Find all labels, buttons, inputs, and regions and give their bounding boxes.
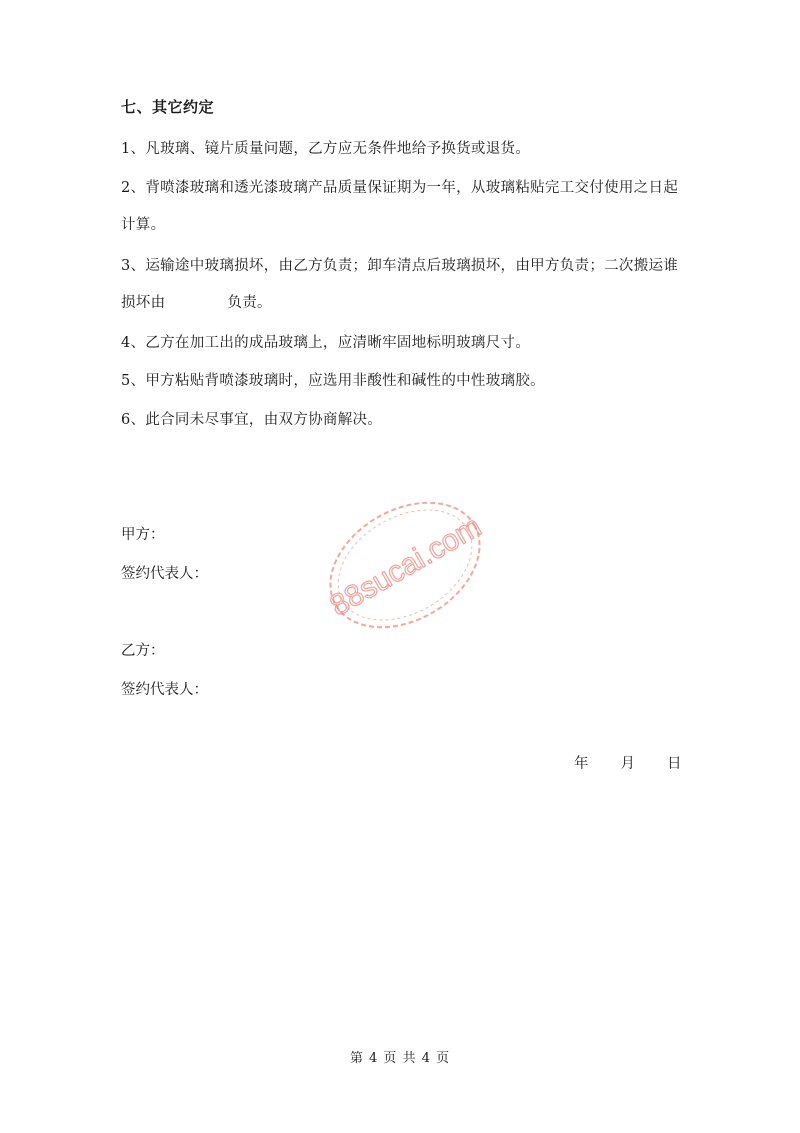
clause-6: 6、此合同未尽事宜，由双方协商解决。 xyxy=(121,412,383,428)
party-a-label: 甲方： xyxy=(121,527,165,543)
clause-2: 2、背喷漆玻璃和透光漆玻璃产品质量保证期为一年，从玻璃粘贴完工交付使用之日起 xyxy=(121,180,679,196)
watermark-text: 88sucai.com xyxy=(324,509,487,623)
clause-3-cont-after: 负责。 xyxy=(227,295,272,311)
clause-2-cont: 计算。 xyxy=(121,217,166,233)
blank-space xyxy=(165,306,227,307)
clause-1: 1、凡玻璃、镜片质量问题，乙方应无条件地给予换货或退货。 xyxy=(121,141,531,157)
party-b-representative: 签约代表人： xyxy=(121,682,208,698)
clause-3: 3、运输途中玻璃损坏，由乙方负责；卸车清点后玻璃损坏，由甲方负责；二次搬运谁 xyxy=(121,258,679,274)
clause-5: 5、甲方粘贴背喷漆玻璃时，应选用非酸性和碱性的中性玻璃胶。 xyxy=(121,373,545,389)
clause-3-cont xyxy=(121,291,272,312)
section-title: 七、其它约定 xyxy=(121,98,215,116)
date-year: 年 xyxy=(574,756,589,772)
date-day: 日 xyxy=(667,756,682,772)
date-row xyxy=(574,752,682,773)
date-month: 月 xyxy=(620,756,635,772)
clause-3-cont-before: 损坏由 xyxy=(121,295,166,311)
party-a-representative: 签约代表人： xyxy=(121,566,208,582)
watermark-stamp-icon xyxy=(320,490,490,640)
clause-4: 4、乙方在加工出的成品玻璃上，应清晰牢固地标明玻璃尺寸。 xyxy=(121,335,531,351)
party-b-label: 乙方： xyxy=(121,643,165,659)
page-footer: 第 4 页 共 4 页 xyxy=(349,1051,451,1066)
